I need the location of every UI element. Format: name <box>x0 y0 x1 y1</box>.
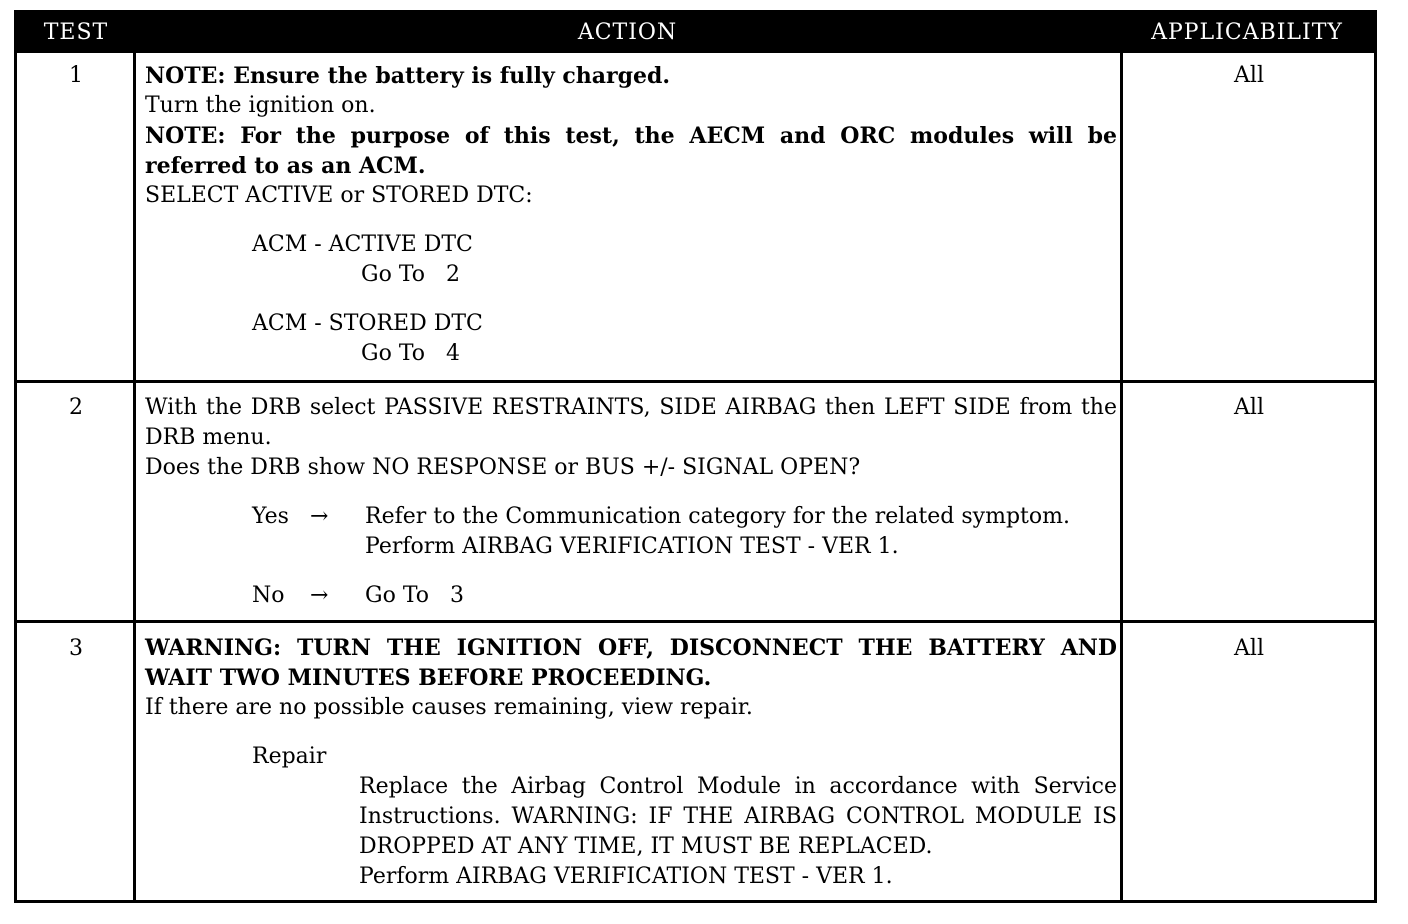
action-cell <box>145 633 1117 892</box>
applicability-value: All <box>1234 636 1264 661</box>
result-text: Perform AIRBAG VERIFICATION TEST - VER 1. <box>365 534 899 559</box>
warning-text: WARNING: TURN THE IGNITION OFF, DISCONNECT THE BATTERY AND WAIT TWO MINUTES BEFORE PROCEEDING. <box>145 635 1117 691</box>
action-cell <box>145 393 1117 611</box>
test-number: 2 <box>69 395 83 420</box>
applicability-value: All <box>1234 395 1264 420</box>
yes-label: Yes <box>252 504 289 529</box>
column-divider <box>1120 53 1123 900</box>
dtc-option: ACM - STORED DTC <box>252 311 483 336</box>
arrow-icon: → <box>310 504 329 529</box>
note-text: NOTE: For the purpose of this test, the AECM and ORC modules will be referred to as an ACM. <box>145 123 1117 179</box>
dtc-option: ACM - ACTIVE DTC <box>252 232 473 257</box>
no-branch <box>145 581 1117 611</box>
yes-result <box>365 502 1117 562</box>
goto-text: Go To 4 <box>361 341 460 366</box>
question-text: Does the DRB show NO RESPONSE or BUS +/- SIGNAL OPEN? <box>145 455 861 480</box>
column-divider <box>133 53 136 900</box>
applicability-value: All <box>1234 63 1264 88</box>
table-header <box>17 13 1374 53</box>
test-number: 1 <box>69 63 83 88</box>
no-result: Go To 3 <box>365 583 464 608</box>
arrow-icon: → <box>310 583 329 608</box>
goto-text: Go To 2 <box>361 262 460 287</box>
diagnostic-table <box>14 10 1377 903</box>
instruction-text: If there are no possible causes remaining, view repair. <box>145 695 753 720</box>
header-test: TEST <box>43 20 109 45</box>
no-label: No <box>252 583 285 608</box>
repair-verify-text: Perform AIRBAG VERIFICATION TEST - VER 1. <box>359 864 893 889</box>
instruction-text: Turn the ignition on. <box>145 93 376 118</box>
instruction-text: SELECT ACTIVE or STORED DTC: <box>145 183 533 208</box>
row-divider <box>17 380 1374 383</box>
note-text: NOTE: Ensure the battery is fully charged. <box>145 63 671 89</box>
header-applicability: APPLICABILITY <box>1151 20 1343 45</box>
row-divider <box>17 620 1374 623</box>
result-text: Refer to the Communication category for the related symptom. <box>365 504 1070 529</box>
test-number: 3 <box>69 636 83 661</box>
instruction-text: With the DRB select PASSIVE RESTRAINTS, SIDE AIRBAG then LEFT SIDE from the DRB menu. <box>145 395 1117 450</box>
repair-text: Replace the Airbag Control Module in accordance with Service Instructions. WARNING: IF THE AIRBAG CONTROL MODULE IS DROPPED AT ANY TIME, IT MUST BE REPLACED. <box>359 774 1117 859</box>
yes-branch <box>145 502 1117 562</box>
action-cell <box>145 61 1117 369</box>
repair-label: Repair <box>252 744 327 769</box>
header-action: ACTION <box>577 20 678 45</box>
